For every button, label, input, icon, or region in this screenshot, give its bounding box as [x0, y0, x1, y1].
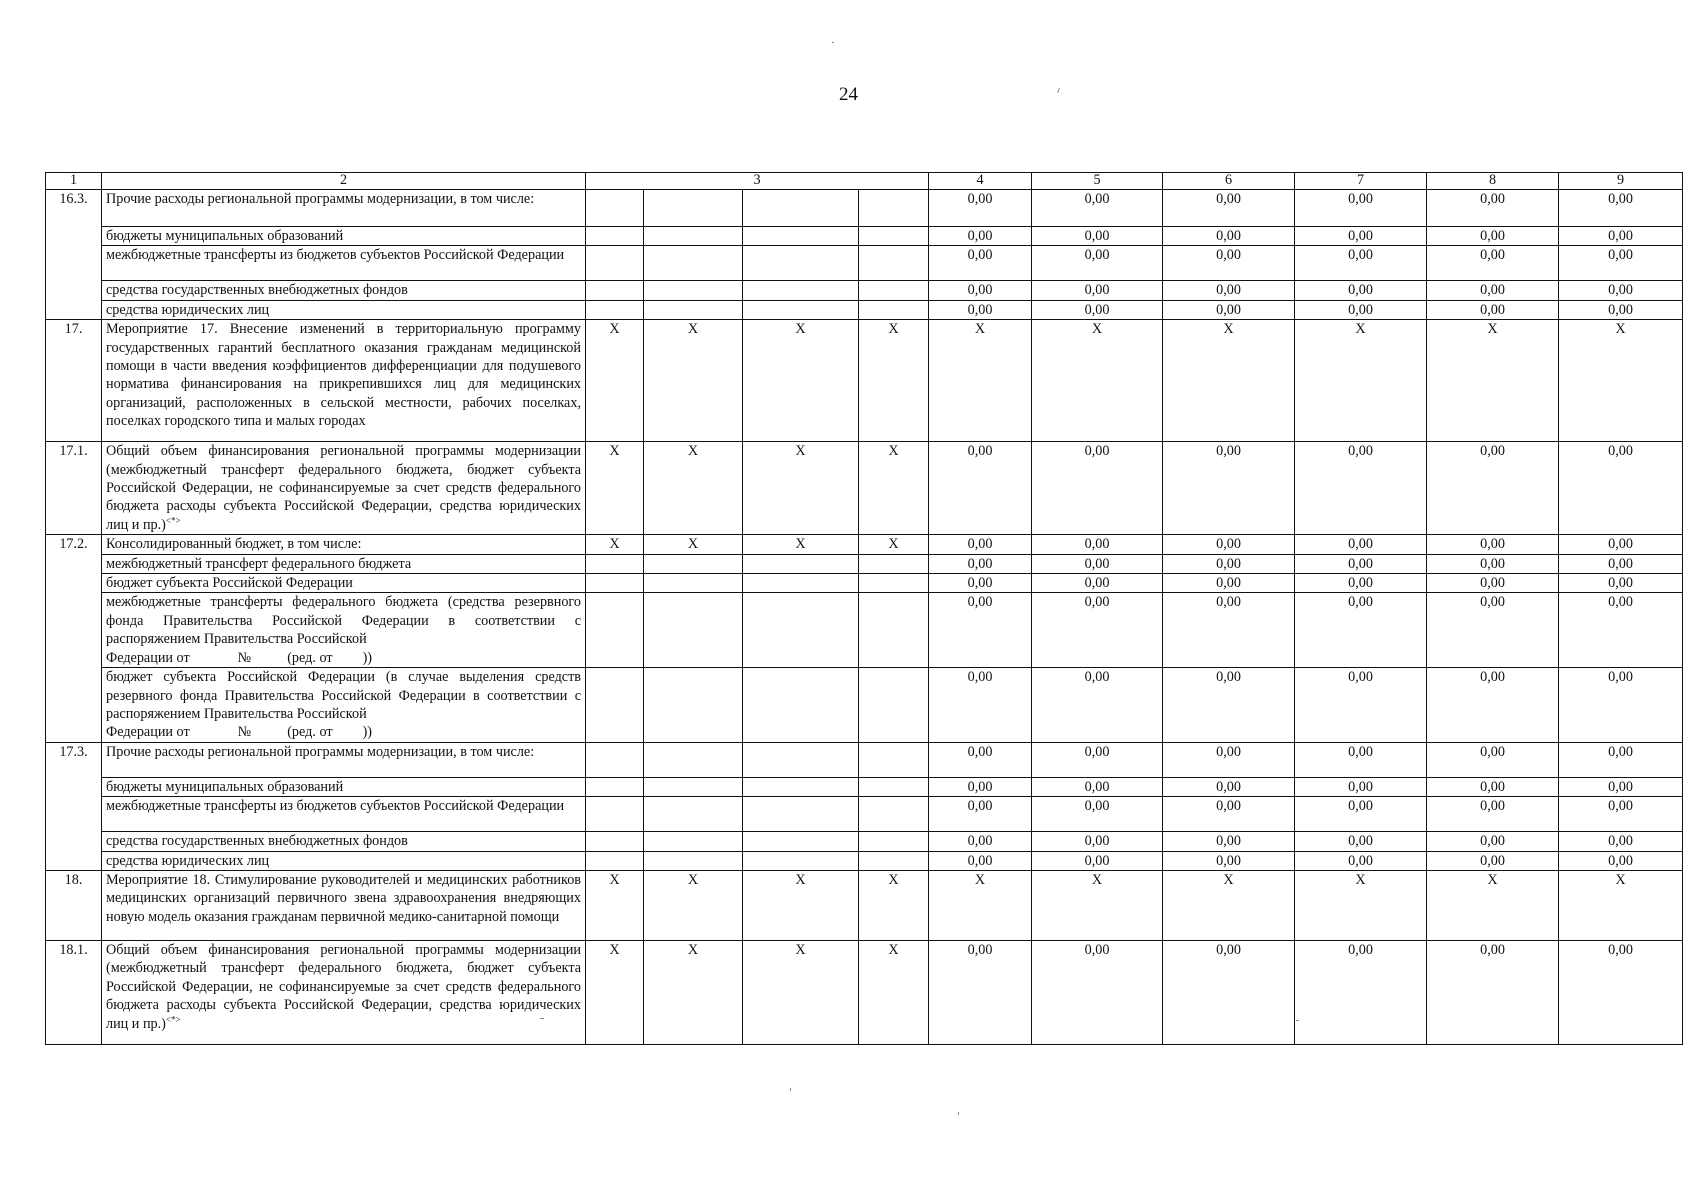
value-cell: 0,00 — [1163, 442, 1295, 535]
value-cell: 0,00 — [1427, 281, 1559, 300]
value-cell: 0,00 — [929, 777, 1032, 796]
value-cell: X — [929, 870, 1032, 940]
column-3-cell: X — [859, 442, 929, 535]
scan-speck — [1296, 1020, 1299, 1021]
column-number: 4 — [929, 173, 1032, 190]
description-text: межбюджетные трансферты из бюджетов субъектов Российской Федерации — [106, 247, 565, 264]
value-cell: 0,00 — [1295, 281, 1427, 300]
column-3-cell — [644, 281, 743, 300]
value-cell: X — [1295, 870, 1427, 940]
column-3-cell — [586, 797, 644, 832]
value-cell: 0,00 — [1427, 554, 1559, 573]
value-cell: 0,00 — [1032, 190, 1163, 227]
column-3-cell — [644, 300, 743, 319]
scan-speck — [832, 42, 834, 43]
column-3-cell: X — [586, 940, 644, 1044]
value-cell: 0,00 — [1295, 246, 1427, 281]
scan-speck — [790, 1088, 791, 1091]
column-number: 2 — [102, 173, 586, 190]
description-text: межбюджетные трансферты федерального бюджета (средства резервного фонда Правительства Российской Федерации в соответствии с распоряжением Правительства Российской — [106, 594, 581, 648]
column-3-cell — [859, 851, 929, 870]
value-cell: X — [1032, 320, 1163, 442]
row-description — [102, 190, 586, 227]
column-3-cell — [586, 742, 644, 777]
value-cell: 0,00 — [1559, 190, 1683, 227]
value-cell: 0,00 — [1032, 940, 1163, 1044]
row-number: 17.1. — [46, 442, 102, 535]
value-cell: 0,00 — [1559, 668, 1683, 743]
row-description — [102, 300, 586, 319]
table-row — [46, 593, 1683, 668]
table-row — [46, 535, 1683, 554]
column-3-cell: X — [586, 442, 644, 535]
value-cell: 0,00 — [1163, 300, 1295, 319]
blank-space — [333, 650, 363, 662]
value-cell: 0,00 — [1559, 281, 1683, 300]
value-cell: 0,00 — [929, 851, 1032, 870]
value-cell: 0,00 — [1427, 535, 1559, 554]
value-cell: 0,00 — [1427, 742, 1559, 777]
value-cell: X — [1427, 320, 1559, 442]
description-text: бюджеты муниципальных образований — [106, 778, 344, 795]
column-3-cell — [586, 574, 644, 593]
column-3-cell — [743, 190, 859, 227]
description-text: Консолидированный бюджет, в том числе: — [106, 536, 362, 553]
description-text: Общий объем финансирования региональной программы модернизации (межбюджетный трансферт федерального бюджета, бюджет субъекта Российской Федерации, не софинансируемые за счет средств федерального бюджета расходы субъекта Российской Федерации, средства юридических лиц и пр.) — [106, 443, 581, 533]
value-cell: 0,00 — [929, 535, 1032, 554]
value-cell: 0,00 — [1427, 574, 1559, 593]
column-3-cell: X — [743, 535, 859, 554]
value-cell: 0,00 — [1559, 797, 1683, 832]
value-cell: 0,00 — [1295, 442, 1427, 535]
column-3-cell — [586, 190, 644, 227]
decree-number-label: № — [237, 649, 252, 666]
table-row — [46, 940, 1683, 1044]
value-cell: 0,00 — [1295, 777, 1427, 796]
column-3-cell: X — [644, 870, 743, 940]
value-cell: 0,00 — [929, 246, 1032, 281]
value-cell: 0,00 — [1427, 300, 1559, 319]
value-cell: 0,00 — [1163, 832, 1295, 851]
value-cell: 0,00 — [1163, 940, 1295, 1044]
description-text: бюджет субъекта Российской Федерации (в случае выделения средств резервного фонда Правительства Российской Федерации в соответствии с распоряжением Правительства Российской — [106, 669, 581, 722]
blank-space — [190, 724, 238, 736]
table-row — [46, 797, 1683, 832]
value-cell: 0,00 — [1163, 668, 1295, 743]
description-text: средства юридических лиц — [106, 301, 270, 318]
column-3-cell: X — [859, 940, 929, 1044]
scan-speck — [958, 1112, 959, 1115]
value-cell: 0,00 — [1032, 797, 1163, 832]
description-text: бюджет субъекта Российской Федерации — [106, 575, 353, 592]
value-cell: 0,00 — [929, 940, 1032, 1044]
decree-label: Федерации от — [106, 724, 190, 741]
row-description — [102, 851, 586, 870]
value-cell: 0,00 — [929, 832, 1032, 851]
column-3-cell — [644, 246, 743, 281]
value-cell: 0,00 — [1559, 246, 1683, 281]
column-number: 1 — [46, 173, 102, 190]
column-3-cell — [743, 851, 859, 870]
description-text: бюджеты муниципальных образований — [106, 228, 344, 244]
blank-space — [251, 724, 287, 736]
value-cell: 0,00 — [1427, 593, 1559, 668]
column-3-cell — [644, 593, 743, 668]
value-cell: 0,00 — [1427, 797, 1559, 832]
value-cell: 0,00 — [929, 742, 1032, 777]
value-cell: 0,00 — [1032, 777, 1163, 796]
value-cell: X — [1559, 320, 1683, 442]
value-cell: 0,00 — [1559, 554, 1683, 573]
description-text: средства государственных внебюджетных фондов — [106, 833, 408, 850]
row-description — [102, 797, 586, 832]
column-3-cell — [586, 832, 644, 851]
value-cell: 0,00 — [1295, 832, 1427, 851]
column-3-cell — [743, 797, 859, 832]
value-cell: 0,00 — [929, 190, 1032, 227]
column-3-cell — [743, 742, 859, 777]
value-cell: 0,00 — [1427, 442, 1559, 535]
column-3-cell — [743, 246, 859, 281]
scan-speck — [540, 1018, 544, 1019]
value-cell: 0,00 — [1427, 832, 1559, 851]
value-cell: 0,00 — [1295, 797, 1427, 832]
value-cell: 0,00 — [1427, 851, 1559, 870]
value-cell: X — [929, 320, 1032, 442]
value-cell: 0,00 — [1032, 832, 1163, 851]
value-cell: 0,00 — [1559, 832, 1683, 851]
value-cell: 0,00 — [1559, 300, 1683, 319]
column-3-cell: X — [644, 940, 743, 1044]
column-3-cell: X — [743, 940, 859, 1044]
column-3-cell: X — [743, 442, 859, 535]
column-3-cell: X — [586, 320, 644, 442]
description-text: Прочие расходы региональной программы модернизации, в том числе: — [106, 191, 535, 207]
table-row — [46, 227, 1683, 246]
value-cell: 0,00 — [929, 668, 1032, 743]
column-3-cell: X — [743, 870, 859, 940]
table-row — [46, 442, 1683, 535]
value-cell: 0,00 — [929, 300, 1032, 319]
value-cell: 0,00 — [1559, 777, 1683, 796]
column-3-cell — [586, 554, 644, 573]
column-3-cell — [644, 190, 743, 227]
value-cell: 0,00 — [1427, 227, 1559, 246]
column-3-cell — [859, 281, 929, 300]
value-cell: 0,00 — [1163, 574, 1295, 593]
blank-space — [333, 724, 363, 736]
decree-close: )) — [362, 724, 373, 741]
column-3-cell — [743, 574, 859, 593]
value-cell: 0,00 — [1295, 190, 1427, 227]
column-3-cell — [743, 832, 859, 851]
value-cell: 0,00 — [1295, 535, 1427, 554]
column-3-cell — [644, 227, 743, 246]
description-text: средства юридических лиц — [106, 852, 270, 869]
value-cell: 0,00 — [1032, 574, 1163, 593]
value-cell: 0,00 — [1295, 300, 1427, 319]
row-description — [102, 246, 586, 281]
row-number: 17.3. — [46, 742, 102, 870]
column-3-cell — [586, 668, 644, 743]
table-row — [46, 832, 1683, 851]
value-cell: 0,00 — [1032, 593, 1163, 668]
value-cell: 0,00 — [1559, 574, 1683, 593]
value-cell: X — [1163, 870, 1295, 940]
column-3-cell — [586, 777, 644, 796]
decree-close: )) — [362, 649, 373, 666]
value-cell: X — [1559, 870, 1683, 940]
value-cell: 0,00 — [1427, 940, 1559, 1044]
page-number: 24 — [839, 84, 858, 105]
value-cell: 0,00 — [1427, 190, 1559, 227]
column-3-cell — [859, 668, 929, 743]
value-cell: 0,00 — [1559, 940, 1683, 1044]
decree-reference — [106, 723, 581, 741]
row-description — [102, 320, 586, 442]
value-cell: 0,00 — [1163, 227, 1295, 246]
column-number: 7 — [1295, 173, 1427, 190]
column-3-cell — [586, 246, 644, 281]
row-description — [102, 554, 586, 573]
footnote-marker: <*> — [165, 515, 181, 526]
value-cell: 0,00 — [1032, 554, 1163, 573]
column-3-cell — [859, 190, 929, 227]
blank-space — [251, 650, 287, 662]
column-3-cell — [644, 797, 743, 832]
table-row — [46, 668, 1683, 743]
row-number: 18. — [46, 870, 102, 940]
value-cell: 0,00 — [1295, 574, 1427, 593]
value-cell: 0,00 — [1163, 190, 1295, 227]
description-text: Прочие расходы региональной программы модернизации, в том числе: — [106, 743, 535, 760]
row-description — [102, 442, 586, 535]
column-3-cell — [859, 797, 929, 832]
value-cell: 0,00 — [1163, 281, 1295, 300]
row-description — [102, 535, 586, 554]
value-cell: 0,00 — [1032, 300, 1163, 319]
value-cell: 0,00 — [929, 593, 1032, 668]
row-description — [102, 593, 586, 668]
column-3-cell — [743, 281, 859, 300]
value-cell: 0,00 — [1295, 593, 1427, 668]
value-cell: 0,00 — [1295, 940, 1427, 1044]
value-cell: 0,00 — [929, 797, 1032, 832]
description-text: средства государственных внебюджетных фондов — [106, 282, 408, 299]
value-cell: 0,00 — [929, 281, 1032, 300]
row-description — [102, 870, 586, 940]
column-3-cell — [644, 668, 743, 743]
column-3-cell — [586, 227, 644, 246]
value-cell: 0,00 — [1559, 851, 1683, 870]
footnote-marker: <*> — [165, 1013, 181, 1024]
value-cell: 0,00 — [1032, 442, 1163, 535]
column-3-cell — [586, 851, 644, 870]
row-number: 17.2. — [46, 535, 102, 742]
row-description — [102, 574, 586, 593]
value-cell: 0,00 — [1295, 851, 1427, 870]
row-number: 18.1. — [46, 940, 102, 1044]
value-cell: 0,00 — [1295, 554, 1427, 573]
column-3-cell — [859, 832, 929, 851]
column-3-cell — [743, 227, 859, 246]
value-cell: 0,00 — [1559, 442, 1683, 535]
column-3-cell — [644, 574, 743, 593]
value-cell: X — [1163, 320, 1295, 442]
column-3-cell — [859, 554, 929, 573]
table-row — [46, 300, 1683, 319]
value-cell: 0,00 — [1559, 227, 1683, 246]
table-row — [46, 851, 1683, 870]
value-cell: X — [1295, 320, 1427, 442]
value-cell: 0,00 — [1032, 742, 1163, 777]
value-cell: 0,00 — [1032, 851, 1163, 870]
decree-edition-label: (ред. от — [287, 649, 333, 666]
column-3-cell — [644, 777, 743, 796]
table-row — [46, 777, 1683, 796]
column-3-cell — [743, 668, 859, 743]
column-3-cell — [859, 593, 929, 668]
row-description — [102, 668, 586, 743]
row-number: 17. — [46, 320, 102, 442]
column-number: 8 — [1427, 173, 1559, 190]
table-row — [46, 554, 1683, 573]
table-row — [46, 320, 1683, 442]
column-3-cell — [586, 300, 644, 319]
value-cell: 0,00 — [1032, 246, 1163, 281]
column-3-cell — [743, 554, 859, 573]
value-cell: 0,00 — [1163, 535, 1295, 554]
column-3-cell — [743, 777, 859, 796]
value-cell: 0,00 — [1427, 246, 1559, 281]
description-text: Общий объем финансирования региональной программы модернизации (межбюджетный трансферт федерального бюджета, бюджет субъекта Российской Федерации, не софинансируемые за счет средств федерального бюджета расходы субъекта Российской Федерации, средства юридических лиц и пр.) — [106, 941, 581, 1032]
decree-label: Федерации от — [106, 649, 190, 666]
row-description — [102, 940, 586, 1044]
row-description — [102, 281, 586, 300]
column-3-cell: X — [743, 320, 859, 442]
value-cell: 0,00 — [1163, 593, 1295, 668]
table-row — [46, 574, 1683, 593]
description-text: Мероприятие 17. Внесение изменений в территориальную программу государственных гарантий бесплатного оказания гражданам медицинской помощи в части введения коэффициентов дифференциации для подушевого норматива финансирования на прикрепившихся лиц для медицинских организаций, расположенных в сельской местности, рабочих поселках, поселках городского типа и малых городах — [106, 321, 581, 430]
column-3-cell — [859, 742, 929, 777]
value-cell: 0,00 — [1163, 851, 1295, 870]
column-3-cell: X — [644, 320, 743, 442]
value-cell: 0,00 — [1032, 281, 1163, 300]
decree-edition-label: (ред. от — [287, 724, 333, 741]
column-3-cell — [859, 300, 929, 319]
value-cell: 0,00 — [1163, 777, 1295, 796]
blank-space — [190, 650, 238, 662]
column-3-cell — [644, 851, 743, 870]
column-3-cell — [859, 246, 929, 281]
value-cell: X — [1032, 870, 1163, 940]
description-text: межбюджетные трансферты из бюджетов субъектов Российской Федерации — [106, 798, 565, 815]
column-3-cell — [644, 832, 743, 851]
table-row — [46, 742, 1683, 777]
column-3-cell: X — [644, 442, 743, 535]
financing-table — [45, 172, 1683, 1045]
column-3-cell: X — [859, 535, 929, 554]
value-cell: 0,00 — [1163, 797, 1295, 832]
column-number: 5 — [1032, 173, 1163, 190]
column-3-cell — [644, 742, 743, 777]
decree-reference — [106, 649, 581, 667]
row-description — [102, 227, 586, 246]
description-text: межбюджетный трансферт федерального бюджета — [106, 555, 412, 572]
value-cell: 0,00 — [1559, 535, 1683, 554]
row-description — [102, 777, 586, 796]
column-3-cell: X — [586, 535, 644, 554]
column-3-cell — [586, 593, 644, 668]
column-number: 9 — [1559, 173, 1683, 190]
column-3-cell — [743, 300, 859, 319]
value-cell: 0,00 — [1295, 742, 1427, 777]
value-cell: 0,00 — [1427, 777, 1559, 796]
value-cell: 0,00 — [1295, 668, 1427, 743]
value-cell: 0,00 — [1032, 227, 1163, 246]
value-cell: 0,00 — [1163, 554, 1295, 573]
table-row — [46, 246, 1683, 281]
column-3-cell — [859, 574, 929, 593]
column-number: 6 — [1163, 173, 1295, 190]
value-cell: 0,00 — [929, 227, 1032, 246]
table-row — [46, 870, 1683, 940]
value-cell: 0,00 — [1163, 742, 1295, 777]
table-row — [46, 281, 1683, 300]
row-description — [102, 742, 586, 777]
value-cell: X — [1427, 870, 1559, 940]
value-cell: 0,00 — [929, 554, 1032, 573]
column-number: 3 — [586, 173, 929, 190]
value-cell: 0,00 — [929, 442, 1032, 535]
table-row — [46, 190, 1683, 227]
value-cell: 0,00 — [1032, 535, 1163, 554]
column-3-cell — [743, 593, 859, 668]
column-3-cell — [586, 281, 644, 300]
column-3-cell — [859, 777, 929, 796]
value-cell: 0,00 — [1559, 742, 1683, 777]
value-cell: 0,00 — [1559, 593, 1683, 668]
column-3-cell: X — [644, 535, 743, 554]
row-number: 16.3. — [46, 190, 102, 320]
value-cell: 0,00 — [1032, 668, 1163, 743]
description-text: Мероприятие 18. Стимулирование руководителей и медицинских работников медицинских организаций первичного звена здравоохранения внедряющих новую модель оказания гражданам первичной медико-санитарной помощи — [106, 871, 581, 925]
column-3-cell: X — [859, 320, 929, 442]
column-3-cell: X — [586, 870, 644, 940]
value-cell: 0,00 — [1295, 227, 1427, 246]
value-cell: 0,00 — [1427, 668, 1559, 743]
column-3-cell: X — [859, 870, 929, 940]
value-cell: 0,00 — [1163, 246, 1295, 281]
value-cell: 0,00 — [929, 574, 1032, 593]
decree-number-label: № — [237, 724, 252, 741]
column-3-cell — [644, 554, 743, 573]
row-description — [102, 832, 586, 851]
column-3-cell — [859, 227, 929, 246]
column-number-row — [46, 173, 1683, 190]
